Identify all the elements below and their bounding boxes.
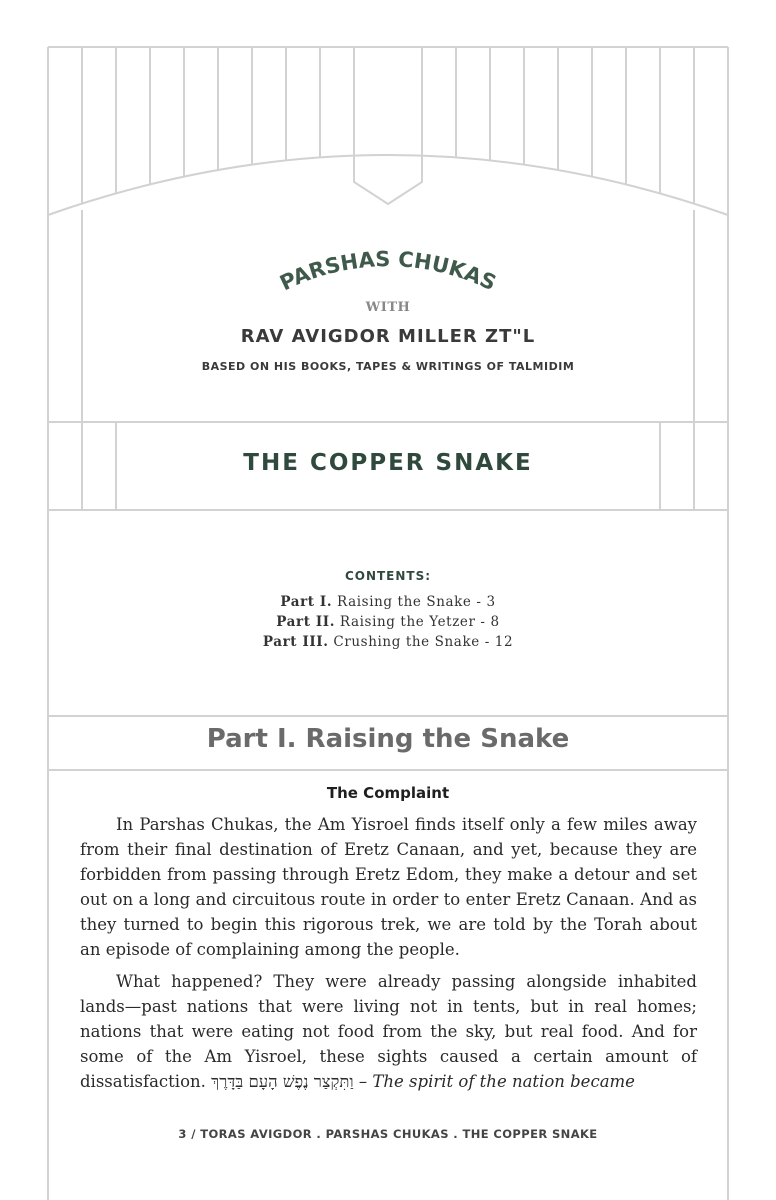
paragraph (80, 969, 697, 1094)
parsha-title: PARSHAS CHUKAS (276, 247, 500, 296)
contents-part-name: Raising the Yetzer - 8 (339, 614, 500, 630)
hebrew-quote: וַתִּקְצַר נֶפֶשׁ הָעָם בַּדָּרֶךְ (211, 1072, 354, 1091)
section-heading: Part I. Raising the Snake (206, 724, 570, 754)
contents-part-label: Part III. (262, 634, 329, 650)
paragraph-text: What happened? They were already passing alongside inhabited lands—past nations that were living not in tents, but in real homes; nations that were eating not food from the sky, but real food. And for some of the Am Yisroel, these sights caused a certain amount of dissatisfaction. (80, 972, 697, 1091)
contents-heading: CONTENTS: (344, 569, 432, 583)
contents-part-name: Raising the Snake - 3 (337, 594, 496, 610)
rav-name: RAV AVIGDOR MILLER ZT"L (240, 326, 536, 347)
contents-item[interactable] (48, 612, 728, 632)
with-label: WITH (365, 300, 411, 315)
main-title: THE COPPER SNAKE (243, 450, 533, 476)
quote-translation: The spirit of the nation became (372, 1072, 635, 1091)
keystone (354, 47, 422, 204)
subsection-heading: The Complaint (326, 784, 450, 802)
contents-list (48, 592, 728, 652)
contents-item[interactable] (48, 592, 728, 612)
source-note: BASED ON HIS BOOKS, TAPES & WRITINGS OF TALMIDIM (201, 360, 575, 373)
contents-part-label: Part I. (280, 594, 333, 610)
body-text (80, 812, 697, 1101)
page-footer: 3 / TORAS AVIGDOR . PARSHAS CHUKAS . THE COPPER SNAKE (178, 1127, 598, 1141)
paragraph: In Parshas Chukas, the Am Yisroel finds itself only a few miles away from their final destination of Eretz Canaan, and yet, because they are forbidden from passing through Eretz Edom, they make a detour and set out on a long and circuitous route in order to enter Eretz Canaan. And as they turned to begin this rigorous trek, we are told by the Torah about an episode of complaining among the people. (80, 815, 697, 959)
quote-dash: – (353, 1072, 373, 1091)
contents-item[interactable] (48, 632, 728, 652)
contents-part-label: Part II. (276, 614, 336, 630)
contents-part-name: Crushing the Snake - 12 (333, 634, 514, 650)
